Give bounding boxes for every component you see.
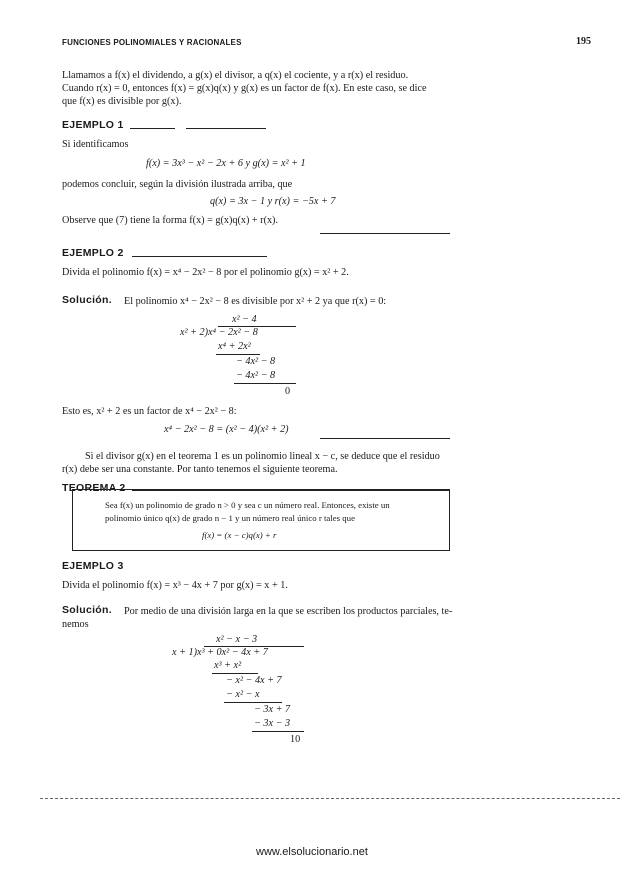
example-2-solution-text: El polinomio x⁴ − 2x² − 8 es divisible por x² + 2 ya que r(x) = 0: — [124, 296, 387, 307]
intro-line-3: que f(x) es divisible por g(x). — [62, 96, 182, 107]
division-2-step-1: x³ + x² — [214, 660, 242, 671]
example-3-solution-text-1: Por medio de una división larga en la que se escriben los productos parciales, te- — [124, 606, 453, 617]
footer-url[interactable]: www.elsolucionario.net — [256, 846, 368, 858]
theorem-2-line-2: polinomio único q(x) de grado n − 1 y un número real único r tales que — [105, 513, 355, 523]
example-1-text-3: Observe que (7) tiene la forma f(x) = g(x)q(x) + r(x). — [62, 215, 279, 226]
example-2-formula: x⁴ − 2x² − 8 = (x² − 4)(x² + 2) — [164, 424, 289, 435]
division-2-divisor-dividend: x + 1)x³ + 0x² − 4x + 7 — [172, 647, 268, 658]
example-1-formula-2: q(x) = 3x − 1 y r(x) = −5x + 7 — [210, 196, 336, 207]
end-rule — [320, 438, 450, 439]
heading-rule — [132, 256, 267, 257]
division-2-quotient: x² − x − 3 — [216, 634, 258, 645]
division-1-step-1: x⁴ + 2x² — [218, 341, 251, 352]
division-2-step-2: − x² − 4x + 7 — [226, 675, 282, 686]
page-number: 195 — [576, 36, 591, 47]
division-line — [216, 354, 260, 355]
division-line — [252, 731, 304, 732]
intro-line-1: Llamamos a f(x) el dividendo, a g(x) el divisor, a q(x) el cociente, y a r(x) el residuo. — [62, 70, 409, 81]
intro-line-2: Cuando r(x) = 0, entonces f(x) = g(x)q(x) y g(x) es un factor de f(x). En este caso, se dice — [62, 83, 427, 94]
example-3-heading: EJEMPLO 3 — [62, 560, 124, 572]
division-1-remainder: 0 — [285, 386, 291, 397]
division-2-remainder: 10 — [290, 734, 301, 745]
division-2-step-3: − x² − x — [226, 689, 260, 700]
heading-rule — [130, 128, 175, 129]
division-line — [234, 383, 296, 384]
example-1-formula-1: f(x) = 3x³ − x² − 2x + 6 y g(x) = x² + 1 — [146, 158, 306, 169]
example-3-solution-label: Solución. — [62, 604, 112, 616]
example-1-heading: EJEMPLO 1 — [62, 119, 124, 131]
division-2-step-5: − 3x − 3 — [254, 718, 291, 729]
example-3-solution-text-2: nemos — [62, 619, 89, 630]
example-2-heading: EJEMPLO 2 — [62, 247, 124, 259]
division-line — [212, 673, 258, 674]
example-2-text-2: Esto es, x² + 2 es un factor de x⁴ − 2x² − 8: — [62, 406, 237, 417]
heading-rule — [186, 128, 266, 129]
division-2-step-4: − 3x + 7 — [254, 704, 291, 715]
example-1-text-1: Si identificamos — [62, 139, 129, 150]
division-1-quotient: x² − 4 — [232, 314, 257, 325]
example-2-text-1: Divida el polinomio f(x) = x⁴ − 2x² − 8 por el polinomio g(x) = x² + 2. — [62, 267, 349, 278]
transition-line-1: Si el divisor g(x) en el teorema 1 es un polinomio lineal x − c, se deduce que el residuo — [85, 451, 440, 462]
running-title: FUNCIONES POLINOMIALES Y RACIONALES — [62, 38, 242, 47]
example-2-solution-label: Solución. — [62, 294, 112, 306]
theorem-2-heading: TEOREMA 2 — [62, 482, 126, 494]
theorem-2-formula: f(x) = (x − c)q(x) + r — [202, 530, 277, 540]
theorem-2-line-1: Sea f(x) un polinomio de grado n > 0 y sea c un número real. Entonces, existe un — [105, 500, 390, 510]
division-line — [224, 702, 282, 703]
division-1-divisor-dividend: x² + 2)x⁴ − 2x² − 8 — [180, 327, 258, 338]
division-1-step-3: − 4x² − 8 — [236, 370, 276, 381]
example-1-text-2: podemos concluir, según la división ilustrada arriba, que — [62, 179, 293, 190]
end-rule — [320, 233, 450, 234]
transition-line-2: r(x) debe ser una constante. Por tanto tenemos el siguiente teorema. — [62, 464, 338, 475]
example-3-text-1: Divida el polinomio f(x) = x³ − 4x + 7 por g(x) = x + 1. — [62, 580, 288, 591]
division-1-step-2: − 4x² − 8 — [236, 356, 276, 367]
scan-artifact-line — [40, 798, 620, 799]
